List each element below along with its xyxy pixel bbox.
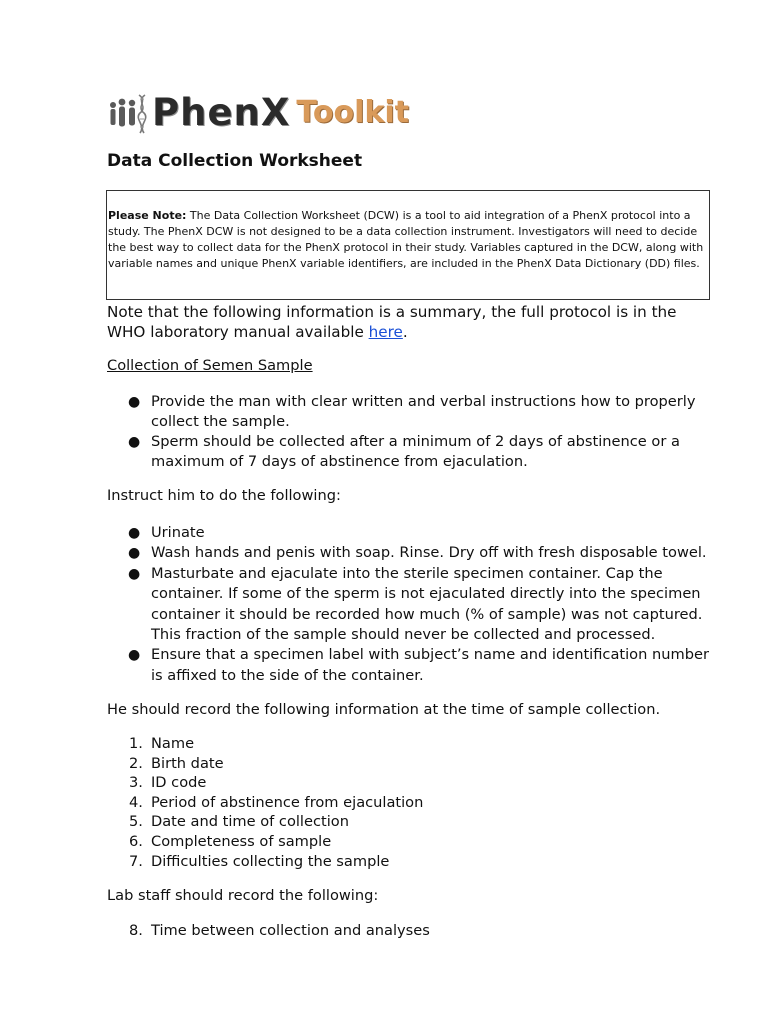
bullet-icon: ● [128, 565, 141, 582]
list-item: ● Urinate [107, 523, 717, 543]
intro-paragraph [107, 302, 717, 342]
section-heading: Collection of Semen Sample [107, 357, 313, 374]
list-item: 5. Date and time of collection [129, 813, 349, 831]
intro-end: . [402, 323, 408, 341]
list-item: ● Masturbate and ejaculate into the sterile specimen container. Cap the container. If some of the sperm is not ejaculated directly into the specimen container it should be recorded how much (% of sample) was not captured. This fraction of the sample should never be collected and processed. [128, 564, 703, 644]
list-item: 8. Time between collection and analyses [129, 922, 430, 939]
lab-heading: Lab staff should record the following: [107, 887, 379, 904]
list-item: ● Provide the man with clear written and verbal instructions how to properly collect the sample. [128, 393, 696, 430]
page-title: Data Collection Worksheet [107, 151, 363, 171]
list-item: 2. Birth date [129, 754, 224, 772]
list-item: 3. ID code [129, 774, 207, 792]
note-box [106, 190, 710, 300]
list-item: 6. Completeness of sample [129, 832, 332, 850]
bullet-icon: ● [128, 434, 141, 450]
phenx-toolkit-logo [106, 86, 409, 138]
bullet-icon: ● [128, 545, 141, 562]
list-item: 4. Period of abstinence from ejaculation [129, 793, 424, 811]
bullet-icon: ● [128, 647, 141, 664]
list-item: 1. Name [129, 735, 195, 752]
logo-product-text: Toolkit [296, 94, 409, 130]
list-item: ● Wash hands and penis with soap. Rinse. Dry off with fresh disposable towel. [107, 543, 717, 563]
note-text: The Data Collection Worksheet (DCW) is a tool to aid integration of a PhenX protocol into a study. The PhenX DCW is not designed to be a data collection instrument. Investigators will need to decide the best way to collect data for the PhenX protocol in their study. Variables captured in the DCW, along with variable names and unique PhenX variable identifiers, are included in the PhenX Data Dictionary (DD) files. [108, 209, 704, 270]
collection-list [107, 392, 717, 472]
who-manual-link[interactable]: here [368, 323, 403, 341]
intro-text: Note that the following information is a summary, the full protocol is in the WHO laboratory manual available [107, 303, 677, 341]
list-item: ● Ensure that a specimen label with subject’s name and identification number is affixed to the side of the container. [128, 646, 709, 684]
record-list [107, 734, 717, 871]
bullet-icon: ● [128, 525, 141, 541]
bullet-icon: ● [128, 394, 141, 410]
lab-list [107, 921, 717, 941]
logo-brand-text: PhenX [152, 90, 291, 134]
instruct-heading: Instruct him to do the following: [107, 487, 341, 504]
list-item: 7. Difficulties collecting the sample [129, 852, 390, 870]
list-item: ● Sperm should be collected after a minimum of 2 days of abstinence or a maximum of 7 days of abstinence from ejaculation. [128, 433, 680, 470]
record-heading: He should record the following information at the time of sample collection. [107, 701, 661, 718]
instruct-list [107, 523, 717, 686]
people-dna-icon [106, 89, 150, 135]
note-label: Please Note: [108, 209, 187, 222]
